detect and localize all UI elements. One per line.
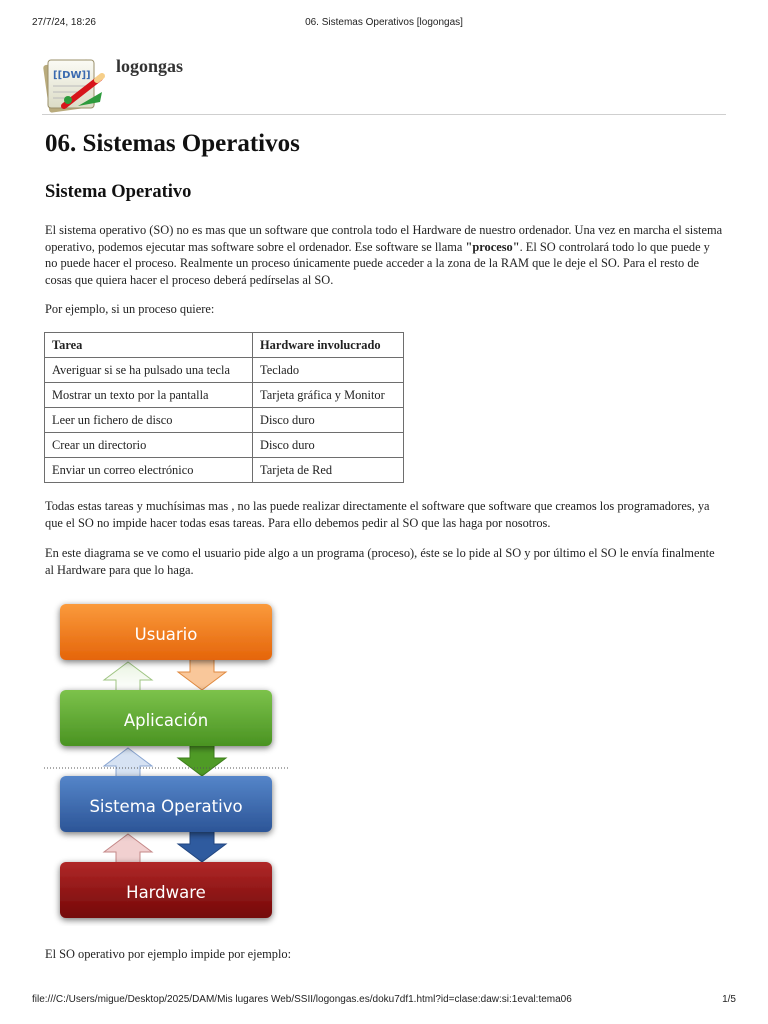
- layer-label-sistema-operativo: Sistema Operativo: [89, 797, 243, 816]
- layer-label-usuario: Usuario: [134, 625, 198, 644]
- table-cell-task: Enviar un correo electrónico: [45, 458, 253, 483]
- table-row: [45, 458, 404, 483]
- arrow-up-hardware-to-so: [104, 834, 152, 864]
- table-cell-task: Crear un directorio: [45, 433, 253, 458]
- table-cell-hardware: Teclado: [253, 358, 404, 383]
- table-cell-hardware: Disco duro: [253, 433, 404, 458]
- intro-text-1: El sistema operativo (SO) no es mas que un software que controla todo el Hardware de nuestro ordenador. Una vez en marcha el sistema operativo, podemos ejecutar mas software sobre el ordenador. Ese software se llama: [45, 223, 723, 254]
- table-row: [45, 408, 404, 433]
- header-hardware: Hardware involucrado: [253, 333, 404, 358]
- tasks-table: [44, 332, 404, 483]
- layer-hardware: [60, 862, 272, 918]
- tasks-paragraph: Todas estas tareas y muchísimas mas , no las puede realizar directamente el software que software que creamos los programadores, ya que el SO no impide hacer todas esas tareas. Para ello debemos pedir al SO que las haga por nosotros.: [45, 499, 710, 530]
- logo-text: [[DW]]: [53, 70, 91, 81]
- page-title: 06. Sistemas Operativos: [45, 130, 300, 157]
- table-cell-task: Mostrar un texto por la pantalla: [45, 383, 253, 408]
- header-tarea: Tarea: [45, 333, 253, 358]
- print-url: file:///C:/Users/migue/Desktop/2025/DAM/Mis lugares Web/SSII/logongas.es/doku7df1.html?id=clase:daw:si:1eval:tema06: [32, 994, 572, 1005]
- intro-text-2: . El SO controlará todo lo que puede y no puede hacer el proceso. Realmente un proceso únicamente puede acceder a la zona de la RAM que le deje el SO. Para el resto de cosas que quiera hacer el proceso deberá pedírselas al SO.: [45, 239, 710, 287]
- section-title: Sistema Operativo: [45, 182, 192, 202]
- table-header-row: [45, 333, 404, 358]
- layer-usuario: [60, 604, 272, 660]
- layer-label-hardware: Hardware: [126, 883, 206, 902]
- print-page-number: 1/5: [722, 994, 736, 1005]
- print-datetime: 27/7/24, 18:26: [32, 17, 96, 28]
- layer-label-aplicacion: Aplicación: [123, 711, 209, 730]
- print-document-title: 06. Sistemas Operativos [logongas]: [305, 17, 463, 28]
- layer-aplicacion: [60, 690, 272, 746]
- dokuwiki-logo[interactable]: [42, 52, 110, 114]
- example-intro: Por ejemplo, si un proceso quiere:: [45, 302, 215, 316]
- table-row: [45, 383, 404, 408]
- arrow-up-so-to-aplicacion: [104, 748, 152, 778]
- table-cell-hardware: Tarjeta gráfica y Monitor: [253, 383, 404, 408]
- intro-bold-term: "proceso": [465, 239, 520, 254]
- table-cell-task: Averiguar si se ha pulsado una tecla: [45, 358, 253, 383]
- intro-paragraph: [45, 222, 725, 288]
- table-row: [45, 433, 404, 458]
- site-header: [42, 50, 726, 115]
- layer-sistema-operativo: [60, 776, 272, 832]
- table-row: [45, 358, 404, 383]
- site-title[interactable]: logongas: [116, 56, 184, 76]
- closing-paragraph: El SO operativo por ejemplo impide por ejemplo:: [45, 947, 292, 961]
- diagram-intro: En este diagrama se ve como el usuario pide algo a un programa (proceso), éste se lo pide al SO y por último el SO le envía finalmente al Hardware para que lo haga.: [45, 546, 715, 577]
- table-cell-hardware: Tarjeta de Red: [253, 458, 404, 483]
- table-cell-hardware: Disco duro: [253, 408, 404, 433]
- arrow-up-aplicacion-to-usuario: [104, 662, 152, 692]
- os-layers-diagram: [44, 594, 288, 931]
- table-cell-task: Leer un fichero de disco: [45, 408, 253, 433]
